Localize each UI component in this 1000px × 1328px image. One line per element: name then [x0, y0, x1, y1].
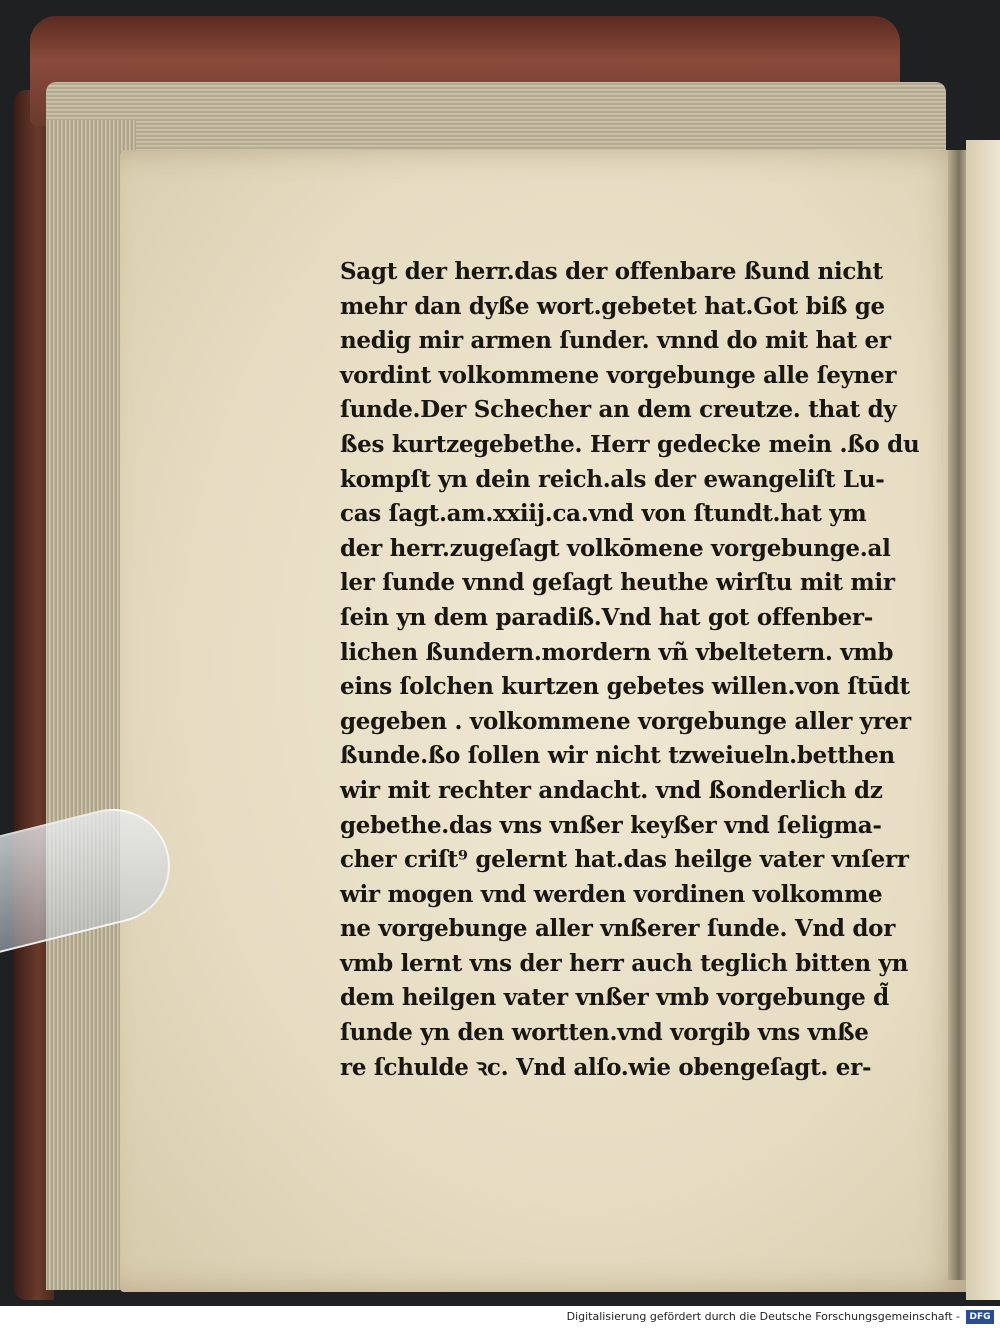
text-line: ſunde yn den wortten.vnd vorgib vns vnße: [340, 1019, 869, 1047]
text-line: mehr dan dyße wort.gebetet hat.Got biß ge: [340, 292, 885, 320]
text-line: ßunde.ßo ſollen wir nicht tzweiueln.betthen: [340, 742, 895, 770]
text-line: eins ſolchen kurtzen gebetes willen.von ſtūdt: [340, 673, 910, 701]
text-line: vmb lernt vns der herr auch teglich bitten yn: [340, 949, 909, 977]
text-line: ſein yn dem paradiß.Vnd hat got offenber-: [340, 603, 873, 631]
text-line: ſunde.Der Schecher an dem creutze. that dy: [340, 396, 897, 424]
text-line: wir mit rechter andacht. vnd ßonderlich dz: [340, 776, 883, 804]
text-line: cas ſagt.am.xxiij.ca.vnd von ſtundt.hat ym: [340, 500, 867, 528]
text-line: re ſchulde ꝛc. Vnd alſo.wie obengeſagt. er-: [340, 1053, 872, 1081]
text-line: ne vorgebunge aller vnßerer ſunde. Vnd dor: [340, 915, 896, 943]
text-line: kompſt yn dein reich.als der ewangeliſt Lu-: [340, 465, 885, 493]
funding-credit: Digitalisierung gefördert durch die Deutsche Forschungsgemeinschaft -: [566, 1310, 960, 1323]
text-line: gebethe.das vns vnßer keyßer vnd ſeligma-: [340, 811, 882, 839]
text-line: Sagt der herr.das der offenbare ßund nicht: [340, 258, 883, 285]
facing-page-edge: [966, 140, 1000, 1300]
printed-text-block: [340, 255, 920, 1085]
dfg-logo: DFG: [966, 1310, 994, 1324]
footer-bar: [0, 1306, 1000, 1328]
text-line: gegeben . volkommene vorgebunge aller yrer: [340, 707, 911, 735]
text-line: ßes kurtzegebethe. Herr gedecke mein .ßo du: [340, 430, 920, 458]
text-line: dem heilgen vater vnßer vmb vorgebunge d̃: [340, 984, 889, 1012]
text-line: cher criſt⁹ gelernt hat.das heilge vater vnſerr: [340, 846, 909, 874]
text-line: wir mogen vnd werden vordinen volkomme: [340, 880, 883, 908]
text-line: ler ſunde vnnd geſagt heuthe wirſtu mit mir: [340, 569, 895, 597]
text-line: der herr.zugeſagt volkōmene vorgebunge.al: [340, 534, 891, 562]
text-line: vordint volkommene vorgebunge alle ſeyner: [340, 361, 897, 389]
text-line: nedig mir armen ſunder. vnnd do mit hat er: [340, 327, 891, 355]
text-line: lichen ßundern.mordern vñ vbeltetern. vmb: [340, 638, 894, 666]
